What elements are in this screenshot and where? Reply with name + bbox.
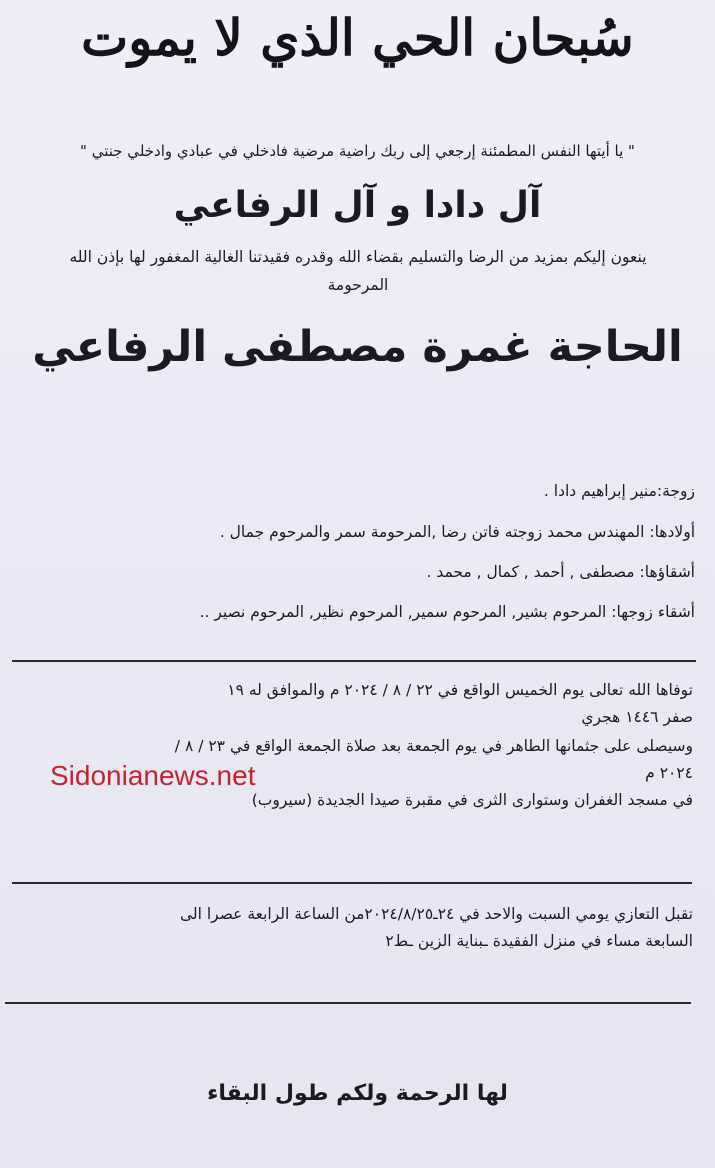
siblings-line: أشقاؤها: مصطفى , أحمد , كمال , محمد . bbox=[426, 563, 695, 581]
site-watermark: Sidonianews.net bbox=[50, 760, 256, 791]
spouse-line: زوجة:منير إبراهيم دادا . bbox=[543, 482, 695, 500]
death-line-1: توفاها الله تعالى يوم الخميس الواقع في ٢٢ / ٨ / ٢٠٢٤ م والموافق له ١٩ bbox=[227, 681, 693, 699]
divider-2 bbox=[12, 882, 692, 884]
closing-phrase: لها الرحمة ولكم طول البقاء bbox=[207, 1081, 508, 1106]
funeral-line-1: وسيصلى على جثمانها الطاهر في يوم الجمعة بعد صلاة الجمعة الواقع في ٢٣ / ٨ / bbox=[174, 737, 693, 755]
death-info bbox=[23, 677, 693, 731]
condolence-info bbox=[23, 901, 693, 955]
family-names: آل دادا و آل الرفاعي bbox=[173, 185, 542, 226]
announcement-line-1: ينعون إليكم بمزيد من الرضا والتسليم بقضاء الله وقدره فقيدتنا الغالية المغفور لها بإذن الله bbox=[69, 248, 647, 266]
quran-verse: " يا أيتها النفس المطمئنة إرجعي إلى ربك راضية مرضية فادخلي في عبادي وادخلي جنتي " bbox=[80, 142, 635, 160]
in-laws-line: أشقاء زوجها: المرحوم بشير, المرحوم سمير, المرحوم نظير, المرحوم نصير .. bbox=[199, 603, 695, 621]
funeral-line-3: في مسجد الغفران وستوارى الثرى في مقبرة صيدا الجديدة (سيروب) bbox=[251, 791, 693, 809]
announcement bbox=[20, 243, 696, 299]
children-line: أولادها: المهندس محمد زوجته فاتن رضا ,المرحومة سمر والمرحوم جمال . bbox=[219, 523, 695, 541]
divider-3 bbox=[5, 1002, 691, 1004]
condolence-line-2: السابعة مساء في منزل الفقيدة ـبناية الزين ـط٢ bbox=[385, 932, 693, 950]
condolence-line-1: تقبل التعازي يومي السبت والاحد في ٢٤ـ٢٠٢٤/٨/٢٥من الساعة الرابعة عصرا الى bbox=[179, 905, 693, 923]
funeral-line-2: ٢٠٢٤ م bbox=[645, 764, 693, 782]
calligraphy-header: سُبحان الحي الذي لا يموت bbox=[81, 8, 634, 67]
deceased-name: الحاجة غمرة مصطفى الرفاعي bbox=[32, 322, 683, 372]
announcement-line-2: المرحومة bbox=[327, 276, 389, 294]
death-line-2: صفر ١٤٤٦ هجري bbox=[581, 708, 693, 726]
divider-1 bbox=[12, 660, 696, 662]
